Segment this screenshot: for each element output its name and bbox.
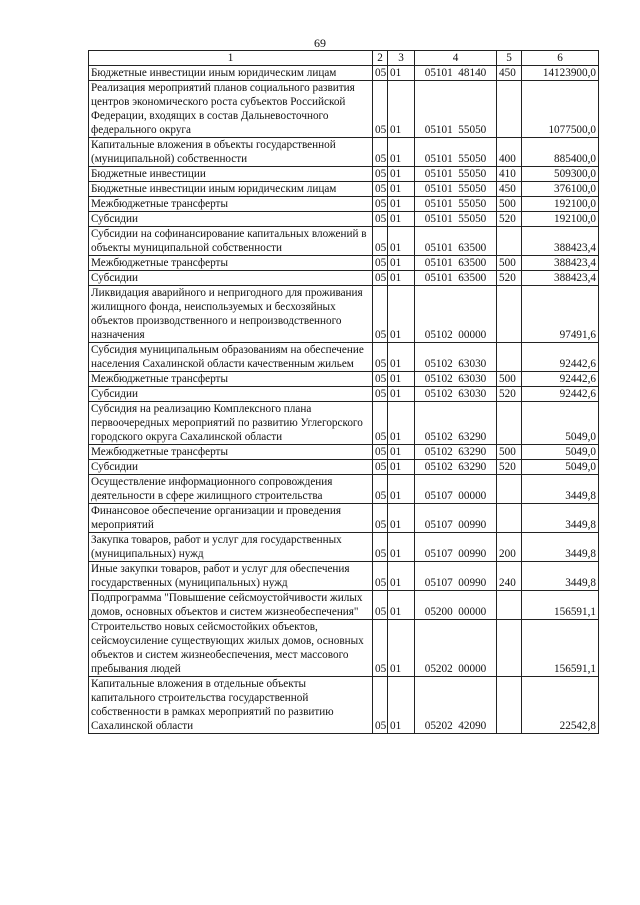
- expense-type-cell: 450: [497, 66, 522, 81]
- column-header: 1: [89, 51, 373, 66]
- row-name-cell: Субсидии: [89, 271, 373, 286]
- page-number: 69: [314, 36, 326, 50]
- amount-cell: 5049,0: [522, 445, 599, 460]
- subsection-code-cell: 01: [388, 227, 415, 256]
- table-row: [89, 562, 599, 591]
- table-row: [89, 460, 599, 475]
- target-article-cell: 05101 55050: [415, 81, 497, 138]
- table-row: [89, 402, 599, 445]
- subsection-code-cell: 01: [388, 562, 415, 591]
- target-article-cell: 05202 42090: [415, 677, 497, 734]
- row-name-cell: Строительство новых сейсмостойких объектов, сейсмоусиление существующих жилых домов, основных объектов и систем жизнеобеспечения, мест массового пребывания людей: [89, 620, 373, 677]
- target-article-cell: 05102 63030: [415, 387, 497, 402]
- row-name-cell: Реализация мероприятий планов социального развития центров экономического роста субъектов Российской Федерации, входящих в состав Дальневосточного федерального округа: [89, 81, 373, 138]
- row-name-cell: Межбюджетные трансферты: [89, 372, 373, 387]
- table-row: [89, 387, 599, 402]
- amount-cell: 3449,8: [522, 504, 599, 533]
- expense-type-cell: [497, 286, 522, 343]
- section-code-cell: 05: [373, 562, 388, 591]
- subsection-code-cell: 01: [388, 402, 415, 445]
- subsection-code-cell: 01: [388, 620, 415, 677]
- subsection-code-cell: 01: [388, 81, 415, 138]
- expense-type-cell: [497, 343, 522, 372]
- amount-cell: 92442,6: [522, 343, 599, 372]
- table-row: [89, 372, 599, 387]
- table-row: [89, 66, 599, 81]
- column-header: 5: [497, 51, 522, 66]
- expense-type-cell: [497, 620, 522, 677]
- table-row: [89, 212, 599, 227]
- subsection-code-cell: 01: [388, 445, 415, 460]
- target-article-cell: 05102 63290: [415, 460, 497, 475]
- target-article-cell: 05107 00990: [415, 504, 497, 533]
- target-article-cell: 05202 00000: [415, 620, 497, 677]
- subsection-code-cell: 01: [388, 66, 415, 81]
- target-article-cell: 05101 55050: [415, 167, 497, 182]
- subsection-code-cell: 01: [388, 138, 415, 167]
- row-name-cell: Подпрограмма "Повышение сейсмоустойчивости жилых домов, основных объектов и систем жизнеобеспечения": [89, 591, 373, 620]
- row-name-cell: Финансовое обеспечение организации и проведения мероприятий: [89, 504, 373, 533]
- expense-type-cell: 500: [497, 256, 522, 271]
- subsection-code-cell: 01: [388, 387, 415, 402]
- expense-type-cell: 520: [497, 271, 522, 286]
- column-header: 3: [388, 51, 415, 66]
- subsection-code-cell: 01: [388, 343, 415, 372]
- target-article-cell: 05102 63290: [415, 402, 497, 445]
- section-code-cell: 05: [373, 182, 388, 197]
- expense-type-cell: [497, 677, 522, 734]
- column-number-row: [89, 51, 599, 66]
- target-article-cell: 05101 55050: [415, 182, 497, 197]
- expense-type-cell: 450: [497, 182, 522, 197]
- row-name-cell: Субсидия муниципальным образованиям на обеспечение населения Сахалинской области качественным жильем: [89, 343, 373, 372]
- amount-cell: 3449,8: [522, 475, 599, 504]
- subsection-code-cell: 01: [388, 182, 415, 197]
- section-code-cell: 05: [373, 256, 388, 271]
- row-name-cell: Межбюджетные трансферты: [89, 256, 373, 271]
- expense-type-cell: 200: [497, 533, 522, 562]
- subsection-code-cell: 01: [388, 591, 415, 620]
- row-name-cell: Капитальные вложения в отдельные объекты капитального строительства государственной собственности в рамках мероприятий по развитию Сахалинской области: [89, 677, 373, 734]
- section-code-cell: 05: [373, 402, 388, 445]
- table-row: [89, 475, 599, 504]
- table-row: [89, 256, 599, 271]
- amount-cell: 92442,6: [522, 372, 599, 387]
- amount-cell: 1077500,0: [522, 81, 599, 138]
- table-row: [89, 182, 599, 197]
- amount-cell: 5049,0: [522, 402, 599, 445]
- table-row: [89, 591, 599, 620]
- target-article-cell: 05101 48140: [415, 66, 497, 81]
- amount-cell: 885400,0: [522, 138, 599, 167]
- section-code-cell: 05: [373, 591, 388, 620]
- section-code-cell: 05: [373, 504, 388, 533]
- section-code-cell: 05: [373, 460, 388, 475]
- section-code-cell: 05: [373, 372, 388, 387]
- row-name-cell: Субсидии: [89, 387, 373, 402]
- column-header: 4: [415, 51, 497, 66]
- target-article-cell: 05107 00990: [415, 562, 497, 591]
- subsection-code-cell: 01: [388, 677, 415, 734]
- amount-cell: 192100,0: [522, 197, 599, 212]
- target-article-cell: 05102 63030: [415, 372, 497, 387]
- section-code-cell: 05: [373, 227, 388, 256]
- target-article-cell: 05107 00000: [415, 475, 497, 504]
- expense-type-cell: 520: [497, 212, 522, 227]
- target-article-cell: 05107 00990: [415, 533, 497, 562]
- amount-cell: 388423,4: [522, 271, 599, 286]
- target-article-cell: 05102 63290: [415, 445, 497, 460]
- table-row: [89, 504, 599, 533]
- subsection-code-cell: 01: [388, 212, 415, 227]
- amount-cell: 509300,0: [522, 167, 599, 182]
- row-name-cell: Бюджетные инвестиции: [89, 167, 373, 182]
- expense-type-cell: [497, 504, 522, 533]
- table-row: [89, 138, 599, 167]
- target-article-cell: 05101 63500: [415, 271, 497, 286]
- target-article-cell: 05101 63500: [415, 227, 497, 256]
- amount-cell: 156591,1: [522, 591, 599, 620]
- amount-cell: 3449,8: [522, 562, 599, 591]
- row-name-cell: Ликвидация аварийного и непригодного для проживания жилищного фонда, неиспользуемых и бесхозяйных объектов производственного и непроизводственного назначения: [89, 286, 373, 343]
- section-code-cell: 05: [373, 286, 388, 343]
- expense-type-cell: 500: [497, 197, 522, 212]
- target-article-cell: 05101 55050: [415, 138, 497, 167]
- section-code-cell: 05: [373, 66, 388, 81]
- expense-type-cell: 240: [497, 562, 522, 591]
- amount-cell: 192100,0: [522, 212, 599, 227]
- table-row: [89, 271, 599, 286]
- row-name-cell: Закупка товаров, работ и услуг для государственных (муниципальных) нужд: [89, 533, 373, 562]
- row-name-cell: Субсидии: [89, 460, 373, 475]
- row-name-cell: Бюджетные инвестиции иным юридическим лицам: [89, 66, 373, 81]
- table-row: [89, 167, 599, 182]
- subsection-code-cell: 01: [388, 460, 415, 475]
- expense-type-cell: 520: [497, 387, 522, 402]
- subsection-code-cell: 01: [388, 256, 415, 271]
- target-article-cell: 05101 55050: [415, 212, 497, 227]
- section-code-cell: 05: [373, 677, 388, 734]
- target-article-cell: 05101 63500: [415, 256, 497, 271]
- subsection-code-cell: 01: [388, 271, 415, 286]
- table-row: [89, 197, 599, 212]
- table-row: [89, 620, 599, 677]
- expense-type-cell: 500: [497, 445, 522, 460]
- section-code-cell: 05: [373, 212, 388, 227]
- target-article-cell: 05102 63030: [415, 343, 497, 372]
- amount-cell: 22542,8: [522, 677, 599, 734]
- amount-cell: 92442,6: [522, 387, 599, 402]
- column-header: 6: [522, 51, 599, 66]
- section-code-cell: 05: [373, 533, 388, 562]
- amount-cell: 97491,6: [522, 286, 599, 343]
- amount-cell: 388423,4: [522, 256, 599, 271]
- table-row: [89, 81, 599, 138]
- section-code-cell: 05: [373, 167, 388, 182]
- subsection-code-cell: 01: [388, 286, 415, 343]
- amount-cell: 388423,4: [522, 227, 599, 256]
- table-row: [89, 343, 599, 372]
- table-body: [89, 66, 599, 734]
- subsection-code-cell: 01: [388, 372, 415, 387]
- section-code-cell: 05: [373, 620, 388, 677]
- row-name-cell: Осуществление информационного сопровождения деятельности в сфере жилищного строительства: [89, 475, 373, 504]
- target-article-cell: 05102 00000: [415, 286, 497, 343]
- subsection-code-cell: 01: [388, 167, 415, 182]
- expense-type-cell: 520: [497, 460, 522, 475]
- table-row: [89, 533, 599, 562]
- row-name-cell: Межбюджетные трансферты: [89, 445, 373, 460]
- amount-cell: 376100,0: [522, 182, 599, 197]
- expense-type-cell: [497, 227, 522, 256]
- section-code-cell: 05: [373, 475, 388, 504]
- amount-cell: 156591,1: [522, 620, 599, 677]
- expense-type-cell: [497, 81, 522, 138]
- subsection-code-cell: 01: [388, 475, 415, 504]
- table-row: [89, 677, 599, 734]
- expense-type-cell: [497, 402, 522, 445]
- row-name-cell: Бюджетные инвестиции иным юридическим лицам: [89, 182, 373, 197]
- row-name-cell: Капитальные вложения в объекты государственной (муниципальной) собственности: [89, 138, 373, 167]
- expense-type-cell: 400: [497, 138, 522, 167]
- expense-type-cell: [497, 475, 522, 504]
- budget-table: [88, 50, 599, 734]
- section-code-cell: 05: [373, 138, 388, 167]
- section-code-cell: 05: [373, 387, 388, 402]
- section-code-cell: 05: [373, 81, 388, 138]
- expense-type-cell: 500: [497, 372, 522, 387]
- amount-cell: 3449,8: [522, 533, 599, 562]
- section-code-cell: 05: [373, 445, 388, 460]
- section-code-cell: 05: [373, 197, 388, 212]
- row-name-cell: Субсидии: [89, 212, 373, 227]
- row-name-cell: Субсидия на реализацию Комплексного плана первоочередных мероприятий по развитию Углегорского городского округа Сахалинской области: [89, 402, 373, 445]
- row-name-cell: Межбюджетные трансферты: [89, 197, 373, 212]
- subsection-code-cell: 01: [388, 533, 415, 562]
- subsection-code-cell: 01: [388, 504, 415, 533]
- table-row: [89, 227, 599, 256]
- subsection-code-cell: 01: [388, 197, 415, 212]
- column-header: 2: [373, 51, 388, 66]
- amount-cell: 14123900,0: [522, 66, 599, 81]
- row-name-cell: Субсидии на софинансирование капитальных вложений в объекты муниципальной собственности: [89, 227, 373, 256]
- target-article-cell: 05200 00000: [415, 591, 497, 620]
- section-code-cell: 05: [373, 271, 388, 286]
- expense-type-cell: 410: [497, 167, 522, 182]
- expense-type-cell: [497, 591, 522, 620]
- section-code-cell: 05: [373, 343, 388, 372]
- row-name-cell: Иные закупки товаров, работ и услуг для обеспечения государственных (муниципальных) нужд: [89, 562, 373, 591]
- table-row: [89, 445, 599, 460]
- amount-cell: 5049,0: [522, 460, 599, 475]
- target-article-cell: 05101 55050: [415, 197, 497, 212]
- table-row: [89, 286, 599, 343]
